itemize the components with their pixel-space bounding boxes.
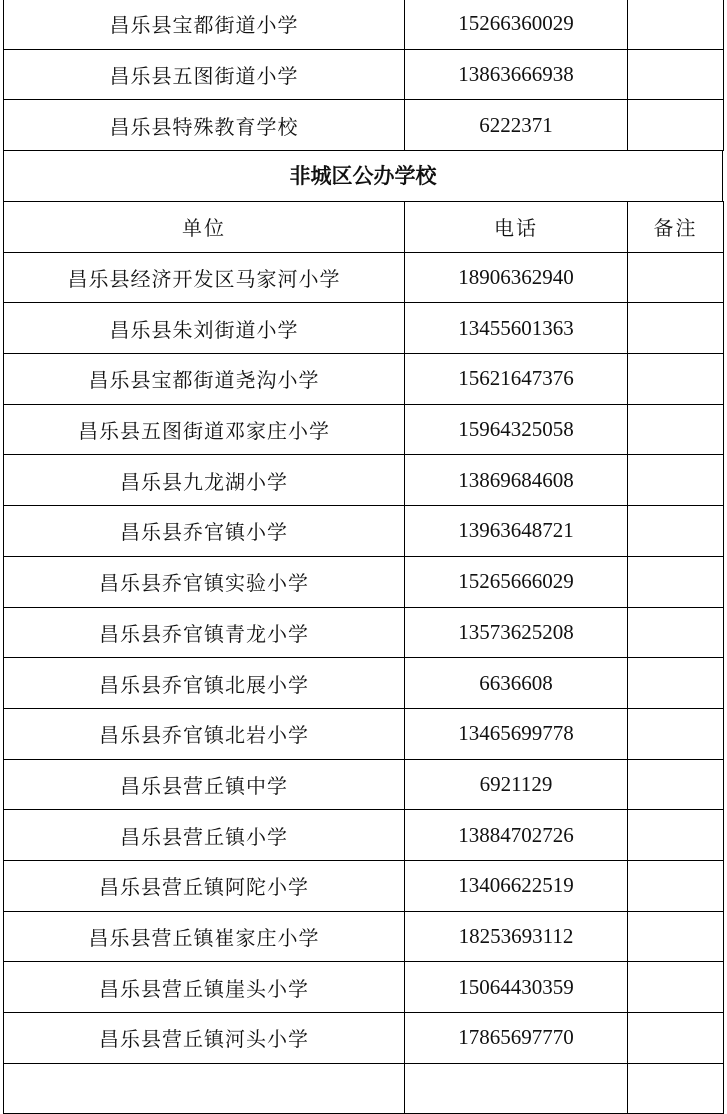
phone-cell: 13573625208 [405, 607, 628, 658]
note-cell [628, 0, 724, 49]
table-row [4, 404, 724, 455]
phone-cell: 13884702726 [405, 810, 628, 861]
phone-cell: 17865697770 [405, 1013, 628, 1064]
table-row [4, 49, 724, 100]
unit-cell: 昌乐县营丘镇阿陀小学 [4, 860, 405, 911]
note-cell [628, 1063, 724, 1114]
table-row [4, 607, 724, 658]
non-urban-schools-table [3, 201, 724, 1114]
table-row [4, 0, 724, 49]
phone-cell: 18906362940 [405, 252, 628, 303]
section-title: 非城区公办学校 [3, 151, 723, 201]
table-row [4, 708, 724, 759]
phone-cell: 13465699778 [405, 708, 628, 759]
table-row [4, 962, 724, 1013]
table-row [4, 556, 724, 607]
header-phone: 电话 [405, 202, 628, 253]
table-row [4, 759, 724, 810]
unit-cell: 昌乐县朱刘街道小学 [4, 303, 405, 354]
phone-cell: 6222371 [405, 100, 628, 151]
unit-cell: 昌乐县经济开发区马家河小学 [4, 252, 405, 303]
table-row [4, 911, 724, 962]
table-row [4, 100, 724, 151]
table-row [4, 455, 724, 506]
note-cell [628, 962, 724, 1013]
note-cell [628, 404, 724, 455]
unit-cell [4, 1063, 405, 1114]
unit-cell: 昌乐县营丘镇崔家庄小学 [4, 911, 405, 962]
unit-cell: 昌乐县乔官镇青龙小学 [4, 607, 405, 658]
phone-cell: 15266360029 [405, 0, 628, 49]
unit-cell: 昌乐县营丘镇中学 [4, 759, 405, 810]
phone-cell: 15964325058 [405, 404, 628, 455]
unit-cell: 昌乐县营丘镇小学 [4, 810, 405, 861]
note-cell [628, 1013, 724, 1064]
phone-cell: 6636608 [405, 658, 628, 709]
unit-cell: 昌乐县乔官镇北岩小学 [4, 708, 405, 759]
note-cell [628, 911, 724, 962]
phone-cell: 15265666029 [405, 556, 628, 607]
unit-cell: 昌乐县宝都街道尧沟小学 [4, 354, 405, 405]
unit-cell: 昌乐县五图街道小学 [4, 49, 405, 100]
note-cell [628, 303, 724, 354]
note-cell [628, 658, 724, 709]
urban-schools-table-continued [3, 0, 724, 151]
table-row [4, 303, 724, 354]
table-row [4, 252, 724, 303]
phone-cell: 15621647376 [405, 354, 628, 405]
unit-cell: 昌乐县乔官镇北展小学 [4, 658, 405, 709]
unit-cell: 昌乐县乔官镇小学 [4, 506, 405, 557]
note-cell [628, 759, 724, 810]
note-cell [628, 455, 724, 506]
phone-cell: 6921129 [405, 759, 628, 810]
phone-cell: 18253693112 [405, 911, 628, 962]
phone-cell [405, 1063, 628, 1114]
note-cell [628, 556, 724, 607]
note-cell [628, 708, 724, 759]
table-row [4, 506, 724, 557]
table-row [4, 810, 724, 861]
phone-cell: 13963648721 [405, 506, 628, 557]
unit-cell: 昌乐县九龙湖小学 [4, 455, 405, 506]
note-cell [628, 607, 724, 658]
phone-cell: 13455601363 [405, 303, 628, 354]
note-cell [628, 252, 724, 303]
unit-cell: 昌乐县特殊教育学校 [4, 100, 405, 151]
table-row [4, 1063, 724, 1114]
note-cell [628, 100, 724, 151]
note-cell [628, 810, 724, 861]
unit-cell: 昌乐县五图街道邓家庄小学 [4, 404, 405, 455]
table-row [4, 1013, 724, 1064]
header-note: 备注 [628, 202, 724, 253]
note-cell [628, 506, 724, 557]
table-row [4, 860, 724, 911]
phone-cell: 13863666938 [405, 49, 628, 100]
unit-cell: 昌乐县宝都街道小学 [4, 0, 405, 49]
header-unit: 单位 [4, 202, 405, 253]
phone-cell: 15064430359 [405, 962, 628, 1013]
table-header-row [4, 202, 724, 253]
table-row [4, 354, 724, 405]
table-row [4, 658, 724, 709]
unit-cell: 昌乐县乔官镇实验小学 [4, 556, 405, 607]
phone-cell: 13869684608 [405, 455, 628, 506]
note-cell [628, 354, 724, 405]
unit-cell: 昌乐县营丘镇崖头小学 [4, 962, 405, 1013]
unit-cell: 昌乐县营丘镇河头小学 [4, 1013, 405, 1064]
phone-cell: 13406622519 [405, 860, 628, 911]
note-cell [628, 860, 724, 911]
note-cell [628, 49, 724, 100]
